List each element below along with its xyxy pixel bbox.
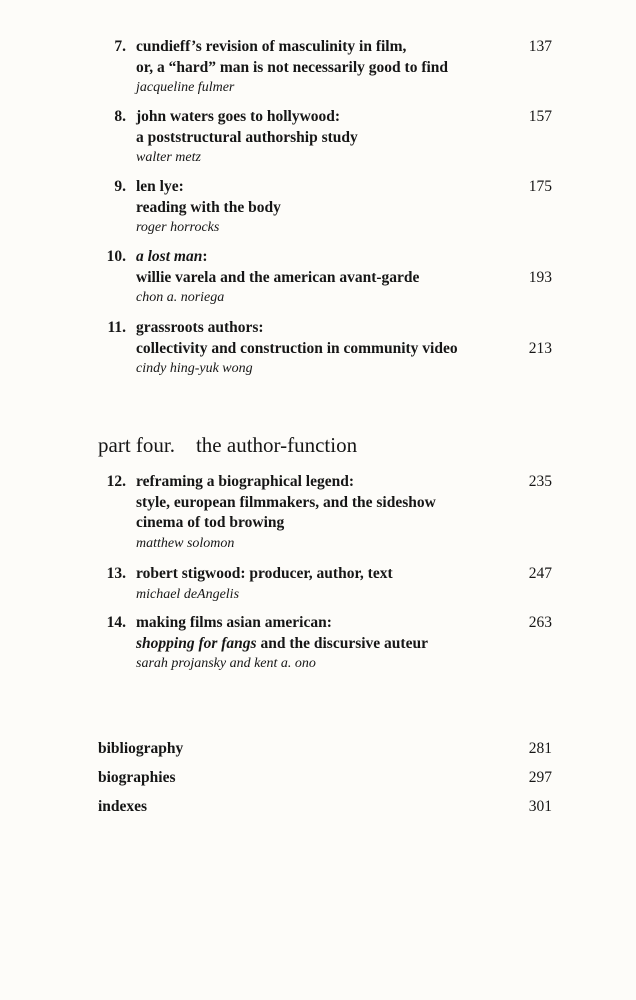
entry-title-italic: a lost man (136, 248, 203, 265)
entry-author: walter metz (136, 150, 201, 165)
entry-author: matthew solomon (136, 535, 235, 551)
entry-title-line: john waters goes to hollywood: (136, 108, 341, 125)
entry-number: 10. (106, 248, 126, 265)
entry-title-line: reframing a biographical legend: (136, 473, 354, 490)
back-matter-label: biographies (98, 769, 176, 786)
back-matter-page-number: 281 (528, 740, 552, 757)
entry-number: 9. (114, 178, 126, 195)
entry-title-line: willie varela and the american avant-garde (136, 268, 420, 286)
entry-author: jacqueline fulmer (136, 80, 235, 95)
entry-title-line: grassroots authors: (136, 319, 264, 336)
entry-number: 8. (114, 108, 126, 125)
entry-title-line (136, 247, 556, 268)
entry-title-line: reading with the body (136, 198, 281, 216)
entry-title-line (136, 634, 556, 655)
entry-page-number: 137 (528, 38, 552, 55)
entry-number: 13. (106, 565, 126, 582)
entry-title-line: collectivity and construction in community video (136, 339, 458, 357)
entry-page-number: 193 (528, 268, 552, 286)
back-matter-page-number: 301 (528, 798, 552, 815)
entry-title-line: or, a “hard” man is not necessarily good to find (136, 58, 449, 76)
entry-author: sarah projansky and kent a. ono (136, 656, 316, 671)
entry-page-number: 213 (528, 339, 552, 357)
entry-title-line: style, european filmmakers, and the sideshow (136, 493, 436, 511)
entry-page-number: 247 (528, 565, 552, 582)
entry-title-line: robert stigwood: producer, author, text (136, 565, 393, 582)
part-heading: part four. the author-function (98, 433, 358, 457)
entry-author: roger horrocks (136, 220, 220, 235)
entry-number: 7. (114, 38, 126, 55)
entry-page-number: 263 (528, 614, 552, 631)
entry-title-line: cinema of tod browing (136, 514, 285, 531)
entry-number: 12. (106, 473, 126, 490)
entry-title-line: making films asian american: (136, 614, 332, 631)
back-matter-label: indexes (98, 798, 148, 815)
entry-title-line: len lye: (136, 178, 184, 195)
entry-title-italic: shopping for fangs (136, 634, 257, 652)
entry-page-number: 175 (528, 178, 552, 195)
entry-title-text: and the discursive auteur (256, 634, 428, 652)
entry-number: 14. (106, 614, 126, 631)
entry-title-line: a poststructural authorship study (136, 128, 358, 146)
entry-number: 11. (107, 319, 126, 336)
entry-author: cindy hing-yuk wong (136, 361, 253, 376)
entry-author: michael deAngelis (136, 586, 240, 602)
entry-page-number: 157 (528, 108, 552, 125)
entry-title-text: : (202, 248, 208, 265)
back-matter-label: bibliography (98, 740, 184, 757)
back-matter-page-number: 297 (528, 769, 552, 786)
entry-title-line: cundieff’s revision of masculinity in film, (136, 38, 407, 55)
entry-author: chon a. noriega (136, 290, 225, 305)
entry-page-number: 235 (528, 473, 552, 490)
